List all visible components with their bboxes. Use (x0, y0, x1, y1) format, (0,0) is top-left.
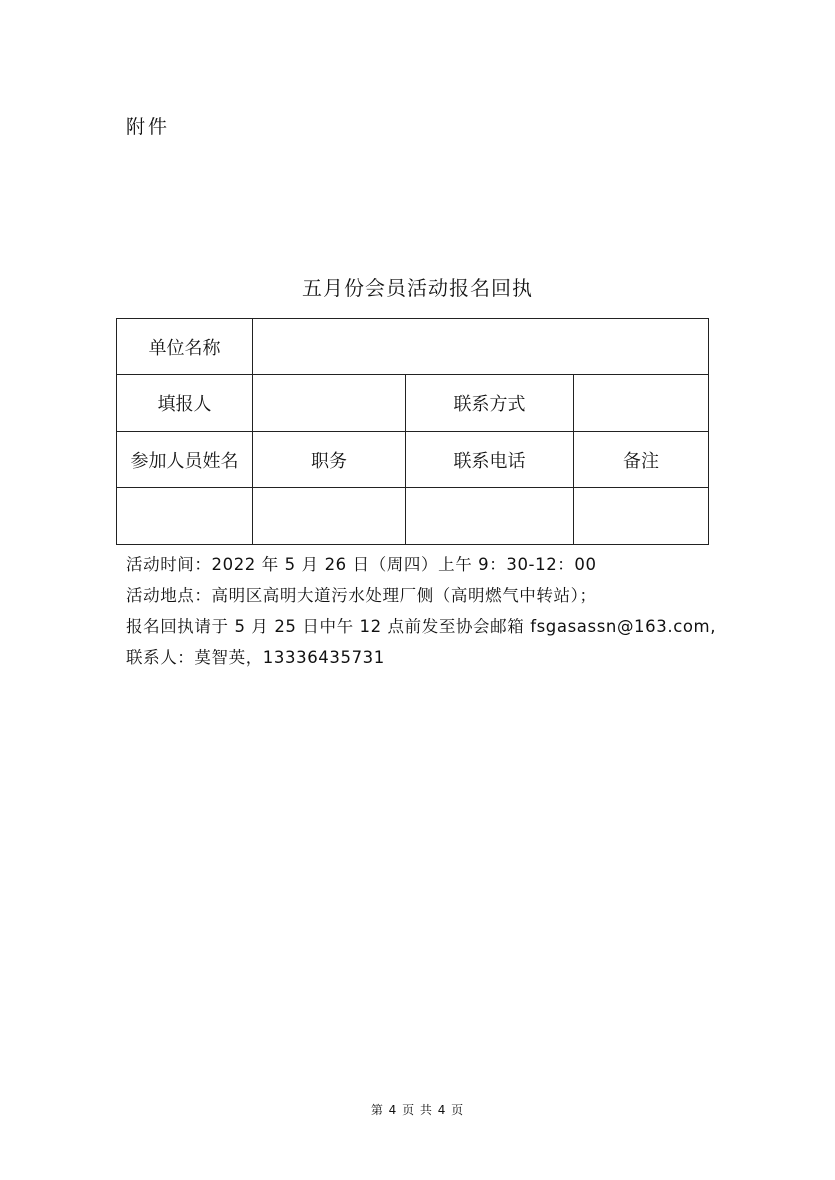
activity-time: 活动时间：2022 年 5 月 26 日（周四）上午 9：30-12：00 (126, 555, 597, 574)
participant-name-header: 参加人员姓名 (117, 432, 253, 488)
remarks-header: 备注 (574, 432, 709, 488)
participant-name-field[interactable] (117, 488, 253, 545)
phone-header: 联系电话 (406, 432, 574, 488)
contact-method-label: 联系方式 (406, 375, 574, 432)
filler-label: 填报人 (117, 375, 253, 432)
page-indicator: 第 4 页 共 4 页 (370, 1103, 465, 1117)
unit-name-field[interactable] (253, 319, 709, 375)
unit-name-label: 单位名称 (117, 319, 253, 375)
phone-field[interactable] (406, 488, 574, 545)
participant-entry-row (117, 488, 709, 545)
contact-method-field[interactable] (574, 375, 709, 432)
activity-notes (126, 549, 766, 673)
participants-header-row (117, 432, 709, 488)
registration-form-table (116, 318, 709, 545)
position-field[interactable] (253, 488, 406, 545)
filler-row (117, 375, 709, 432)
activity-location: 活动地点：高明区高明大道污水处理厂侧（高明燃气中转站）； (126, 586, 597, 605)
unit-name-row (117, 319, 709, 375)
registration-deadline: 报名回执请于 5 月 25 日中午 12 点前发至协会邮箱 fsgasassn@163.com, (126, 617, 717, 636)
attachment-label: 附件 (126, 116, 171, 138)
position-header: 职务 (253, 432, 406, 488)
filler-field[interactable] (253, 375, 406, 432)
contact-person: 联系人：莫智英，13336435731 (126, 648, 385, 667)
form-title: 五月份会员活动报名回执 (302, 276, 533, 300)
remarks-field[interactable] (574, 488, 709, 545)
